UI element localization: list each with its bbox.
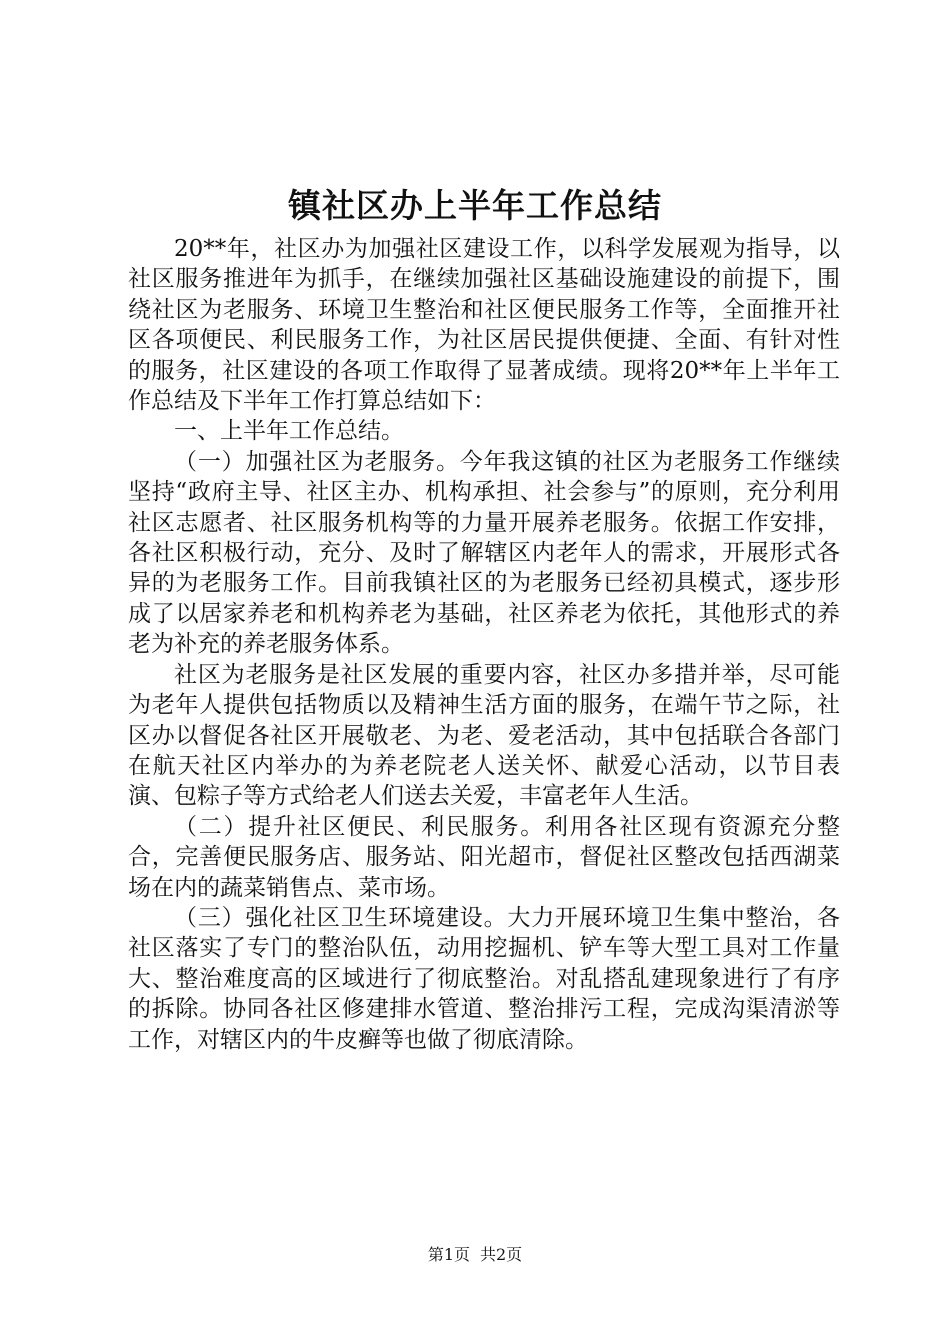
page-footer xyxy=(0,1244,950,1266)
paragraph-sanitation: （三）强化社区卫生环境建设。大力开展环境卫生集中整治，各社区落实了专门的整治队伍，动用挖掘机、铲车等大型工具对工作量大、整治难度高的区域进行了彻底整治。对乱搭乱建现象进行了有序的拆除。协同各社区修建排水管道、整治排污工程，完成沟渠清淤等工作，对辖区内的牛皮癣等也做了彻底清除。 xyxy=(128,904,840,1053)
page-number: 第1页 xyxy=(427,1245,470,1264)
paragraph-convenience-service: （二）提升社区便民、利民服务。利用各社区现有资源充分整合，完善便民服务店、服务站、阳光超市，督促社区整改包括西湖菜场在内的蔬菜销售点、菜市场。 xyxy=(128,813,840,901)
paragraph-elderly-service: （一）加强社区为老服务。今年我这镇的社区为老服务工作继续坚持“政府主导、社区主办、机构承担、社会参与”的原则，充分利用社区志愿者、社区服务机构等的力量开展养老服务。依据工作安排，各社区积极行动，充分、及时了解辖区内老年人的需求，开展形式各异的为老服务工作。目前我镇社区的为老服务已经初具模式，逐步形成了以居家养老和机构养老为基础，社区养老为依托，其他形式的养老为补充的养老服务体系。 xyxy=(128,448,840,658)
document-title: 镇社区办上半年工作总结 xyxy=(288,186,662,225)
paragraph-elderly-activities: 社区为老服务是社区发展的重要内容，社区办多措并举，尽可能为老年人提供包括物质以及精神生活方面的服务，在端午节之际，社区办以督促各社区开展敬老、为老、爱老活动，其中包括联合各部门在航天社区内举办的为养老院老人送关怀、献爱心活动，以节目表演、包粽子等方式给老人们送去关爱，丰富老年人生活。 xyxy=(128,661,840,810)
document-body xyxy=(128,234,840,1055)
section-heading: 一、上半年工作总结。 xyxy=(174,418,404,445)
page-total: 共2页 xyxy=(480,1245,523,1264)
intro-paragraph: 20**年，社区办为加强社区建设工作，以科学发展观为指导，以社区服务推进年为抓手，在继续加强社区基础设施建设的前提下，围绕社区为老服务、环境卫生整治和社区便民服务工作等，全面推开社区各项便民、利民服务工作，为社区居民提供便捷、全面、有针对性的服务，社区建设的各项工作取得了显著成绩。现将20**年上半年工作总结及下半年工作打算总结如下： xyxy=(128,236,840,415)
